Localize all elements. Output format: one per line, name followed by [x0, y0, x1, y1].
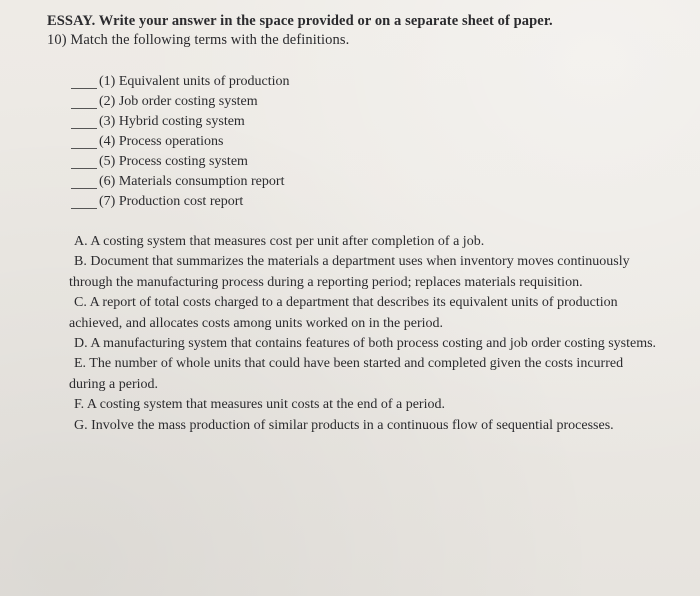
answer-blank[interactable] — [71, 116, 97, 129]
term-item — [71, 132, 290, 152]
term-item — [71, 192, 290, 212]
definition-f: F. A costing system that measures unit costs at the end of a period. — [74, 397, 445, 413]
term-label: (3) Hybrid costing system — [99, 114, 245, 129]
term-item — [71, 172, 290, 192]
term-label: (7) Production cost report — [99, 194, 244, 209]
answer-blank[interactable] — [71, 156, 97, 169]
definitions-list — [69, 232, 659, 436]
definition-c: C. A report of total costs charged to a department that describes its equivalent units of production achieved, and allocates costs among units worked on in the period. — [69, 295, 618, 331]
definition-e: E. The number of whole units that could have been started and completed given the costs incurred during a period. — [69, 356, 624, 392]
definition-g: G. Involve the mass production of similar products in a continuous flow of sequential processes. — [74, 417, 614, 433]
term-label: (6) Materials consumption report — [99, 174, 285, 189]
term-label: (5) Process costing system — [99, 154, 248, 169]
term-label: (4) Process operations — [99, 134, 224, 149]
answer-blank[interactable] — [71, 196, 97, 209]
essay-instruction: ESSAY. Write your answer in the space provided or on a separate sheet of paper. — [47, 13, 553, 29]
term-item — [71, 72, 290, 92]
term-item — [71, 112, 290, 132]
term-item — [71, 152, 290, 172]
question-prompt: 10) Match the following terms with the definitions. — [47, 32, 350, 48]
answer-blank[interactable] — [71, 176, 97, 189]
answer-blank[interactable] — [71, 96, 97, 109]
term-item — [71, 92, 290, 112]
definition-a: A. A costing system that measures cost per unit after completion of a job. — [74, 234, 485, 249]
answer-blank[interactable] — [71, 136, 97, 149]
terms-list — [71, 72, 290, 212]
answer-blank[interactable] — [71, 76, 97, 89]
term-label: (1) Equivalent units of production — [99, 74, 290, 89]
term-label: (2) Job order costing system — [99, 94, 258, 109]
question-header — [47, 13, 553, 49]
definition-d: D. A manufacturing system that contains features of both process costing and job order costing systems. — [74, 336, 657, 352]
definition-b: B. Document that summarizes the materials a department uses when inventory moves continuously through the manufacturing process during a reporting period; replaces materials requisition. — [69, 254, 630, 290]
